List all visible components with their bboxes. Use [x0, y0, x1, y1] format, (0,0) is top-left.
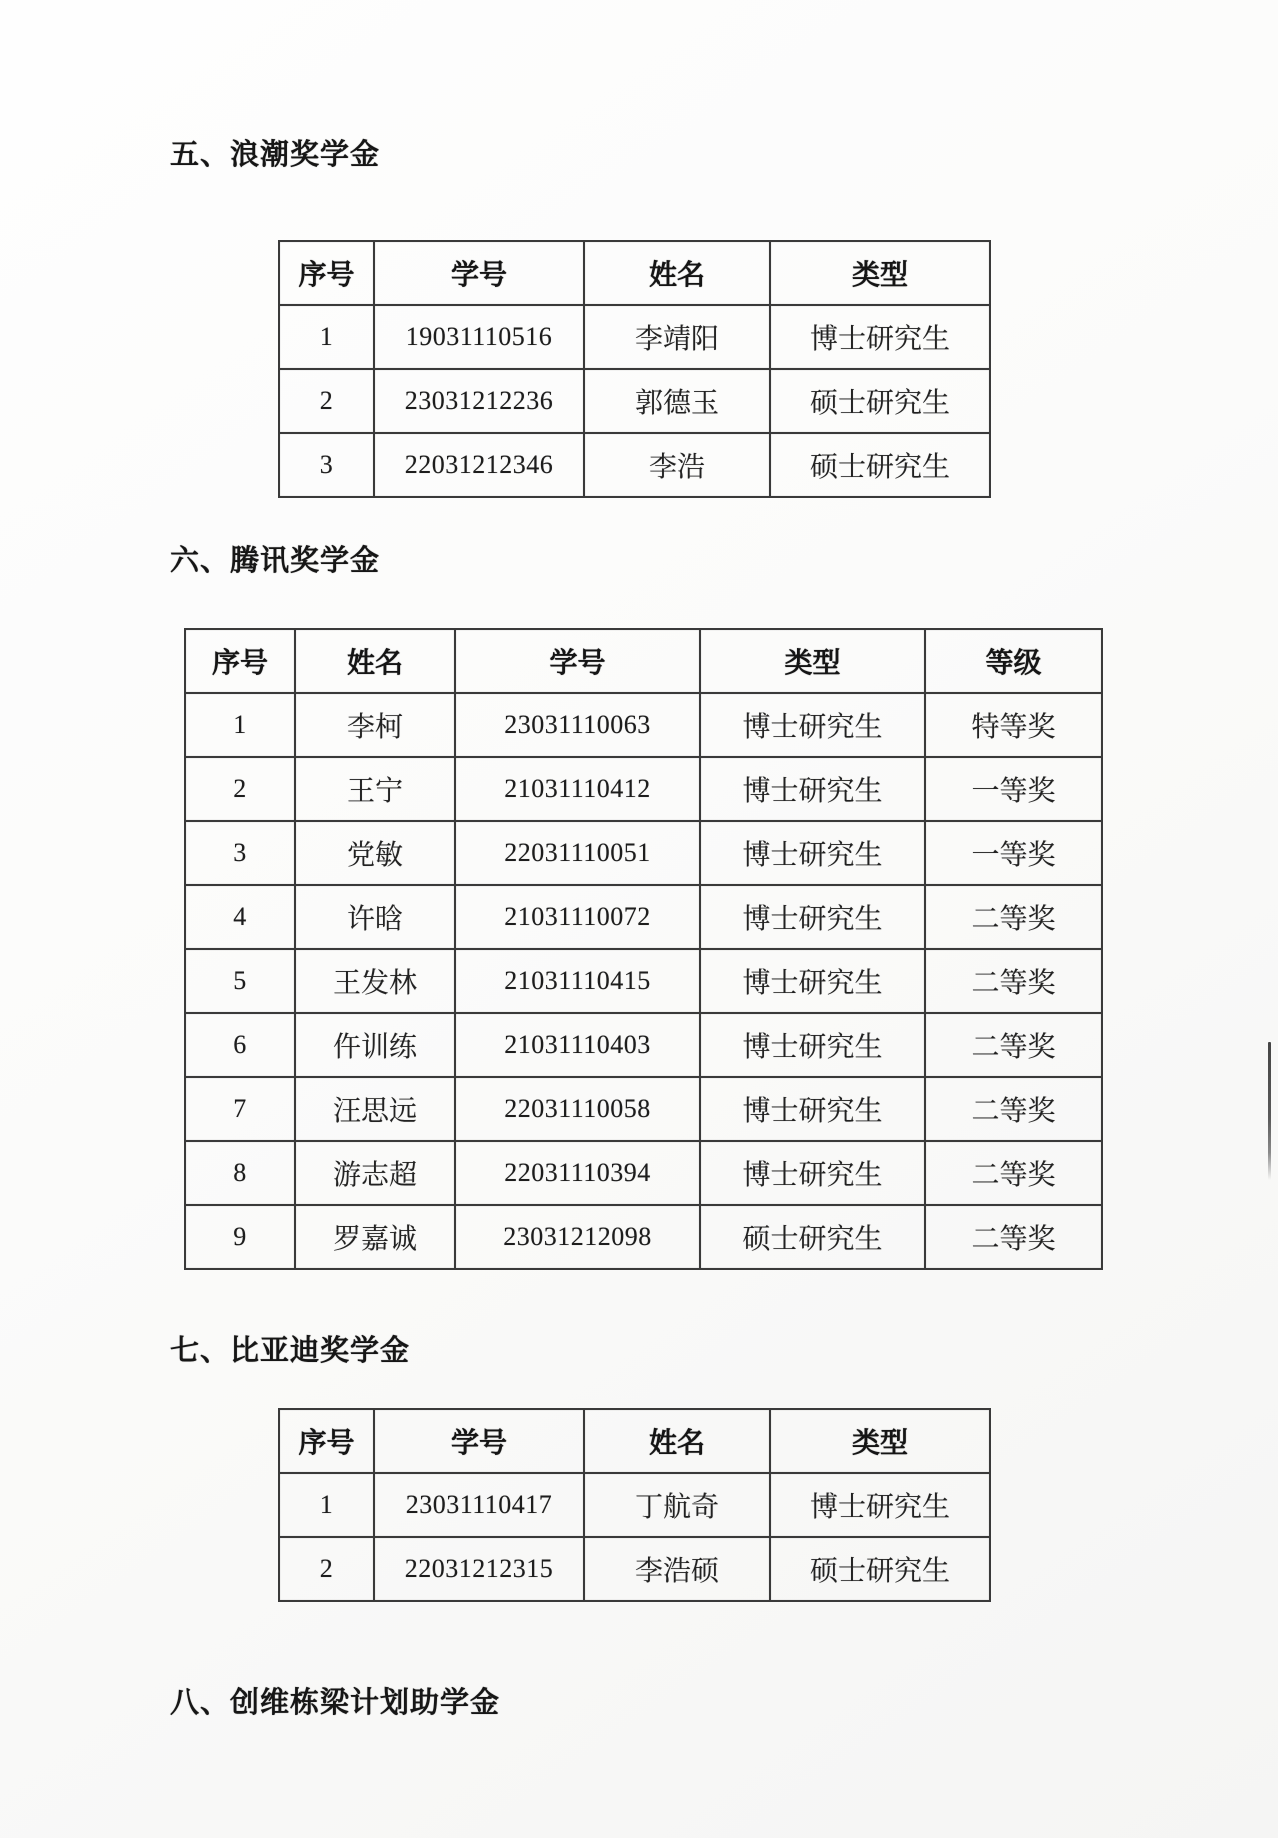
table-cell: 23031110063 [455, 693, 700, 757]
table-header-cell: 姓名 [295, 629, 455, 693]
table-row [185, 629, 1102, 693]
table-row [185, 949, 1102, 1013]
table-cell: 硕士研究生 [770, 433, 990, 497]
table-header-cell: 类型 [700, 629, 925, 693]
table-header-cell: 学号 [455, 629, 700, 693]
table-row [279, 1473, 990, 1537]
table-header-row [279, 1409, 990, 1473]
heading-inspur-scholarship: 五、浪潮奖学金 [170, 139, 381, 171]
table-cell: 罗嘉诚 [295, 1205, 455, 1269]
table-row [279, 1409, 990, 1473]
table-cell: 许晗 [295, 885, 455, 949]
table-row [279, 1537, 990, 1601]
table-row [185, 693, 1102, 757]
table-header-cell: 姓名 [584, 1409, 770, 1473]
table-cell: 21031110072 [455, 885, 700, 949]
table-cell: 二等奖 [925, 1077, 1102, 1141]
table-header-cell: 学号 [374, 1409, 584, 1473]
table-cell: 22031212315 [374, 1537, 584, 1601]
table-cell: 二等奖 [925, 1205, 1102, 1269]
table-row [185, 1013, 1102, 1077]
table-header-cell: 类型 [770, 1409, 990, 1473]
table-cell: 5 [185, 949, 295, 1013]
table-row [279, 369, 990, 433]
heading-tencent-scholarship: 六、腾讯奖学金 [170, 545, 381, 577]
heading-skyworth-grant: 八、创维栋梁计划助学金 [170, 1687, 501, 1719]
table-cell: 博士研究生 [700, 1013, 925, 1077]
table-row [185, 757, 1102, 821]
table-cell: 博士研究生 [700, 693, 925, 757]
table-cell: 博士研究生 [700, 1077, 925, 1141]
table-header-row [279, 241, 990, 305]
table-cell: 4 [185, 885, 295, 949]
table-cell: 2 [185, 757, 295, 821]
table-header-cell: 类型 [770, 241, 990, 305]
table-cell: 游志超 [295, 1141, 455, 1205]
table-cell: 硕士研究生 [700, 1205, 925, 1269]
table-cell: 3 [185, 821, 295, 885]
scan-artifact-line [1268, 1042, 1271, 1180]
table-row [185, 885, 1102, 949]
table-cell: 二等奖 [925, 949, 1102, 1013]
table-cell: 博士研究生 [700, 949, 925, 1013]
table-cell: 8 [185, 1141, 295, 1205]
table-cell: 2 [279, 369, 374, 433]
table-header-cell: 序号 [279, 241, 374, 305]
table-cell: 汪思远 [295, 1077, 455, 1141]
table-cell: 仵训练 [295, 1013, 455, 1077]
table-cell: 博士研究生 [700, 885, 925, 949]
table-header-cell: 学号 [374, 241, 584, 305]
table-cell: 22031110394 [455, 1141, 700, 1205]
table-cell: 丁航奇 [584, 1473, 770, 1537]
table-cell: 9 [185, 1205, 295, 1269]
heading-byd-scholarship: 七、比亚迪奖学金 [170, 1335, 411, 1367]
table-cell: 博士研究生 [700, 821, 925, 885]
table-cell: 22031110058 [455, 1077, 700, 1141]
table-row [279, 305, 990, 369]
table-cell: 19031110516 [374, 305, 584, 369]
table-cell: 22031212346 [374, 433, 584, 497]
table-header-cell: 序号 [279, 1409, 374, 1473]
table-cell: 21031110412 [455, 757, 700, 821]
table-header-cell: 姓名 [584, 241, 770, 305]
table-body [279, 1473, 990, 1601]
table-cell: 1 [279, 305, 374, 369]
table-cell: 6 [185, 1013, 295, 1077]
table-header-cell: 等级 [925, 629, 1102, 693]
table-cell: 3 [279, 433, 374, 497]
table-cell: 一等奖 [925, 821, 1102, 885]
byd-scholarship-table [278, 1408, 991, 1602]
table-cell: 22031110051 [455, 821, 700, 885]
table-cell: 李浩 [584, 433, 770, 497]
table-row [279, 241, 990, 305]
table-cell: 二等奖 [925, 1013, 1102, 1077]
table-header-cell: 序号 [185, 629, 295, 693]
table-row [279, 433, 990, 497]
table-cell: 博士研究生 [700, 757, 925, 821]
table-cell: 21031110415 [455, 949, 700, 1013]
table-cell: 王宁 [295, 757, 455, 821]
table-cell: 23031212098 [455, 1205, 700, 1269]
table-cell: 王发林 [295, 949, 455, 1013]
table-cell: 7 [185, 1077, 295, 1141]
table-cell: 李柯 [295, 693, 455, 757]
table-row [185, 1205, 1102, 1269]
table-cell: 郭德玉 [584, 369, 770, 433]
table-cell: 1 [279, 1473, 374, 1537]
table-cell: 博士研究生 [770, 1473, 990, 1537]
table-header-row [185, 629, 1102, 693]
table-cell: 1 [185, 693, 295, 757]
table-body [185, 693, 1102, 1269]
table-row [185, 1077, 1102, 1141]
table-cell: 23031212236 [374, 369, 584, 433]
tencent-scholarship-table [184, 628, 1103, 1270]
inspur-scholarship-table [278, 240, 991, 498]
table-cell: 23031110417 [374, 1473, 584, 1537]
table-cell: 二等奖 [925, 1141, 1102, 1205]
table-cell: 21031110403 [455, 1013, 700, 1077]
table-cell: 二等奖 [925, 885, 1102, 949]
table-cell: 李浩硕 [584, 1537, 770, 1601]
table-row [185, 1141, 1102, 1205]
table-cell: 李靖阳 [584, 305, 770, 369]
table-cell: 一等奖 [925, 757, 1102, 821]
table-cell: 硕士研究生 [770, 369, 990, 433]
table-cell: 硕士研究生 [770, 1537, 990, 1601]
table-body [279, 305, 990, 497]
table-cell: 博士研究生 [700, 1141, 925, 1205]
table-cell: 博士研究生 [770, 305, 990, 369]
table-cell: 特等奖 [925, 693, 1102, 757]
table-row [185, 821, 1102, 885]
table-cell: 2 [279, 1537, 374, 1601]
table-cell: 党敏 [295, 821, 455, 885]
